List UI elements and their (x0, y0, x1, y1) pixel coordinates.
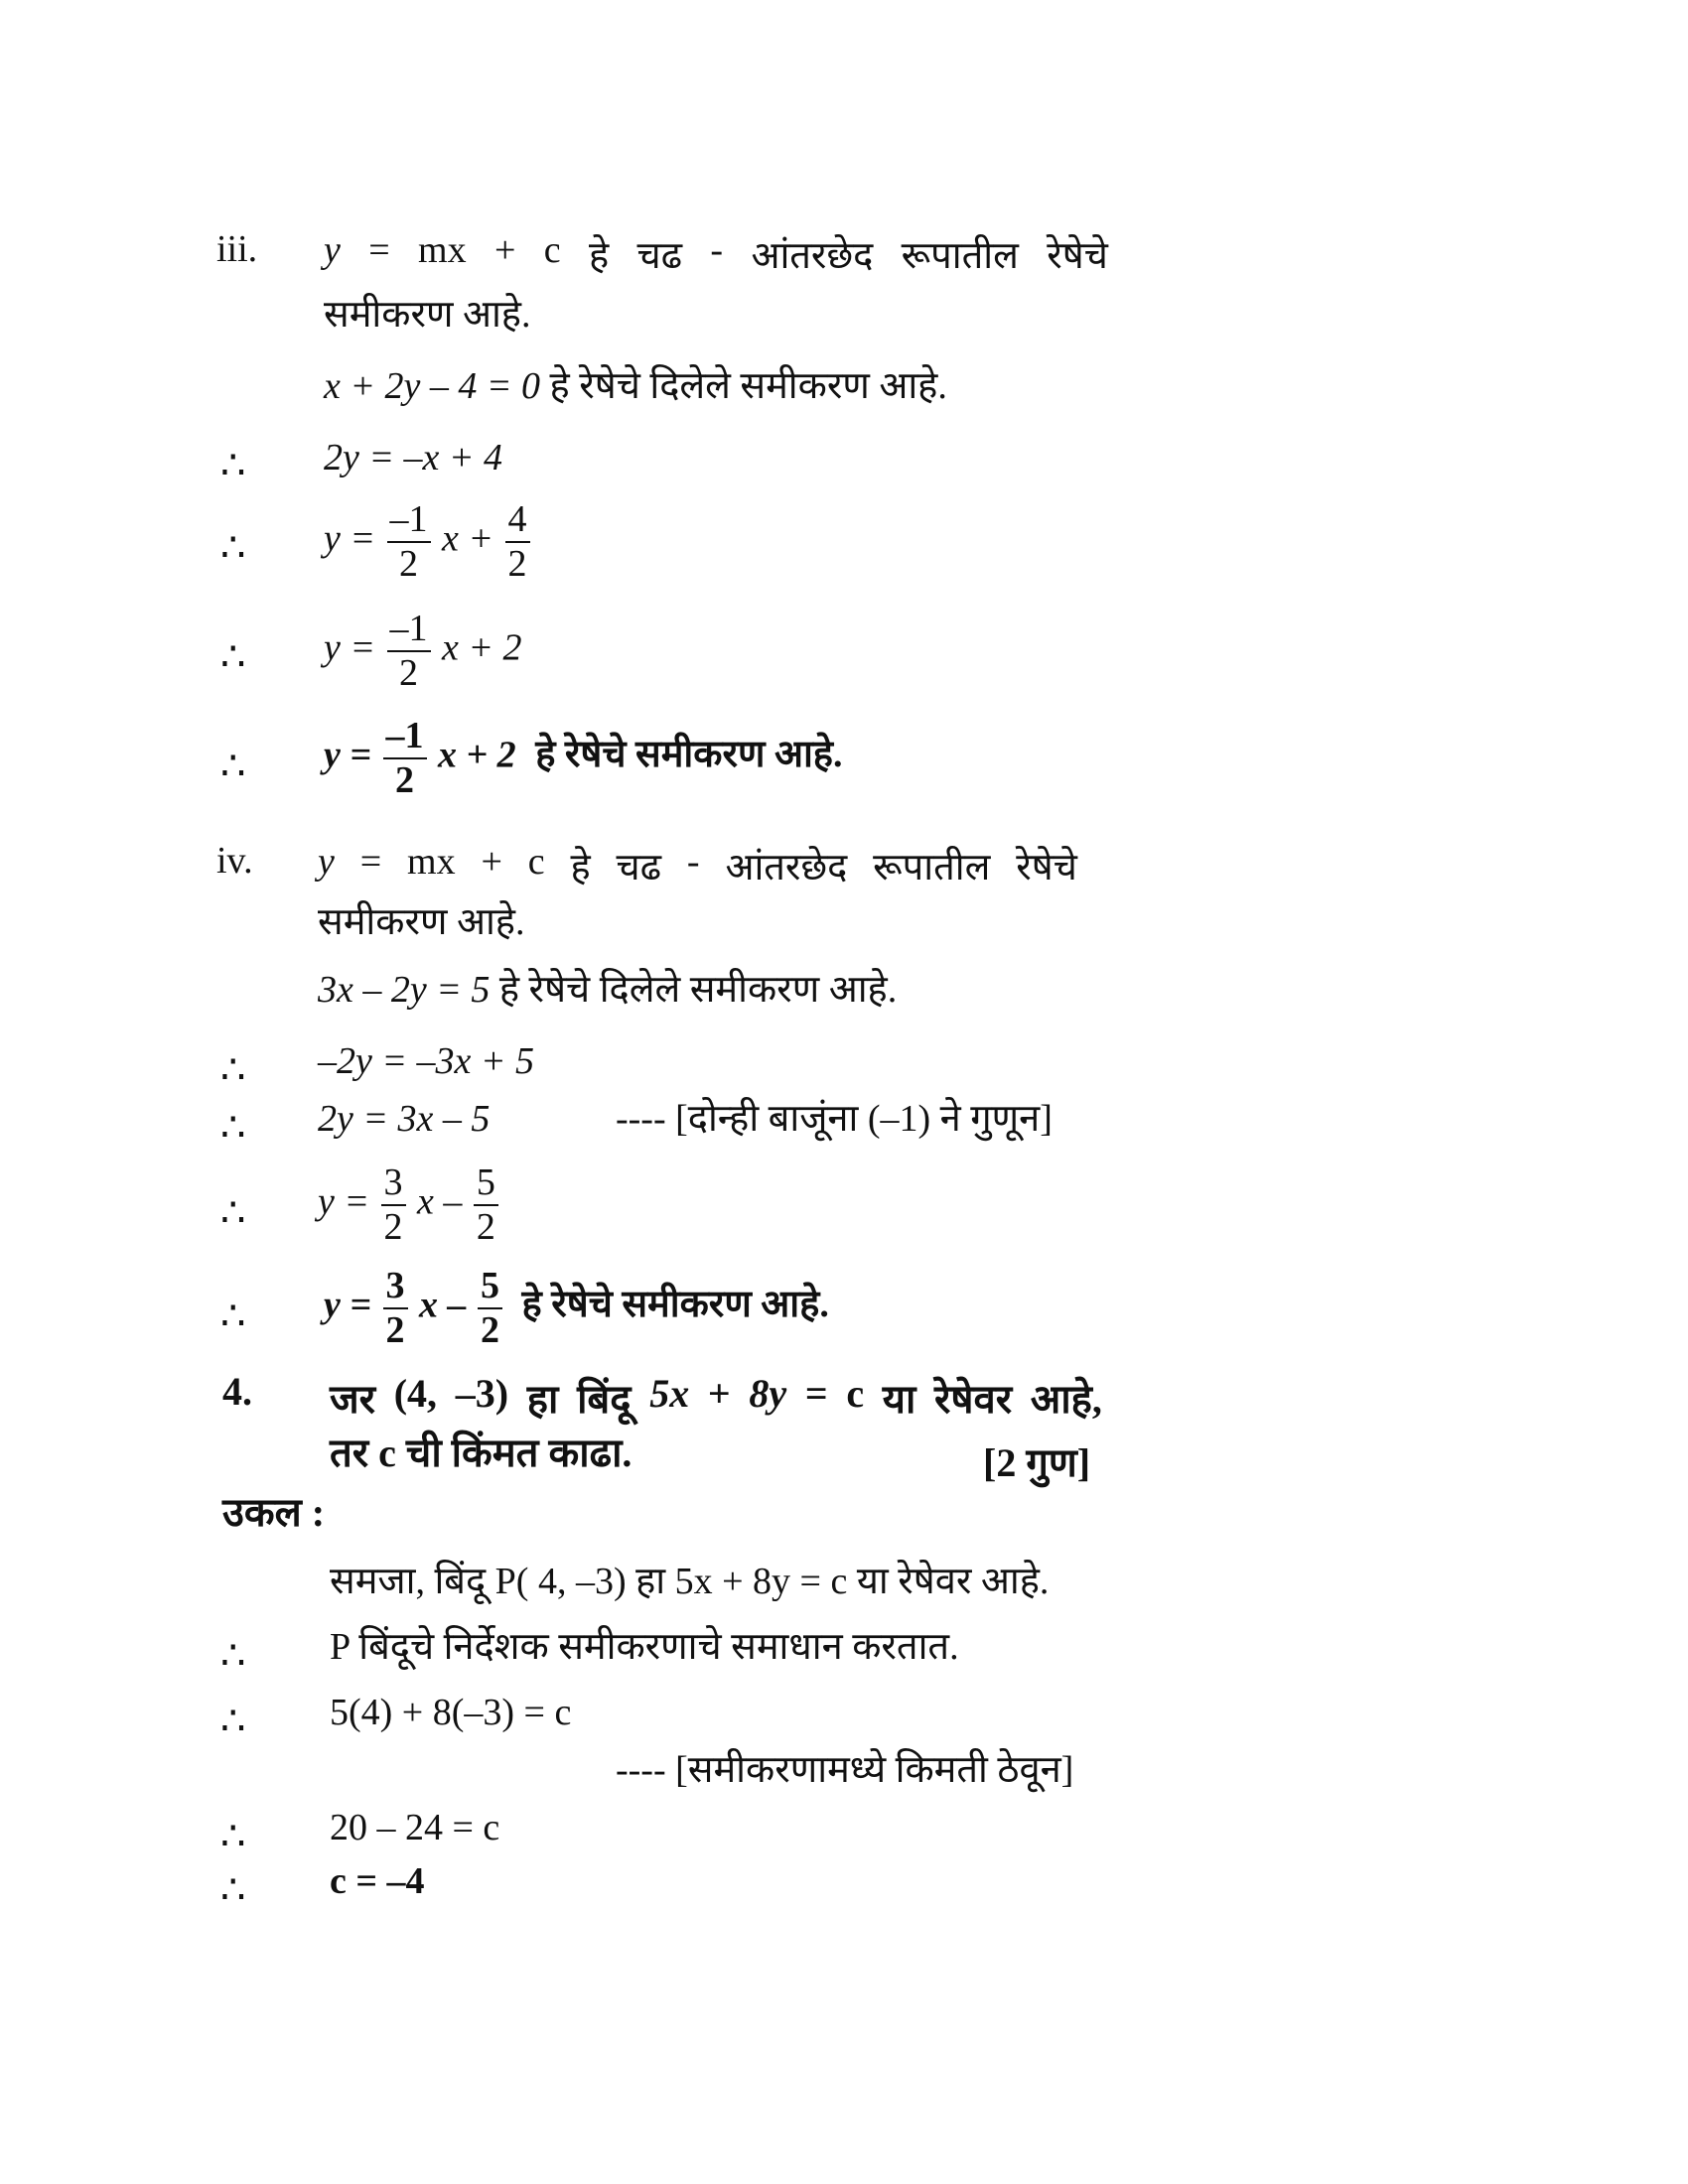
denominator: 2 (481, 1308, 500, 1351)
question-word: –3) (455, 1371, 509, 1416)
intro-word: - (686, 841, 700, 883)
lhs: y = (324, 517, 376, 560)
numerator: –1 (387, 498, 431, 543)
given-text: हे रेषेचे दिलेले समीकरण आहे. (549, 365, 947, 407)
given-equation: x + 2y – 4 = 0 (324, 365, 541, 407)
question-word: रेषेवर (934, 1377, 1013, 1422)
given-equation: 3x – 2y = 5 (318, 969, 491, 1011)
denominator: 2 (385, 1308, 405, 1351)
part-iii-step1: 2y = –x + 4 (324, 437, 503, 478)
intro-word: y (318, 841, 335, 883)
solution-line3: 5(4) + 8(–3) = c (330, 1692, 572, 1733)
solution-line3-note: ---- [समीकरणामध्ये किमती ठेवून] (616, 1749, 1074, 1791)
question-line2: तर c ची किंमत काढा. (330, 1431, 633, 1475)
question-word: = (804, 1371, 828, 1416)
intro-word: = (368, 229, 390, 271)
intro-word: रेषेचे (1047, 235, 1108, 277)
part-iii-intro (324, 228, 1108, 280)
part-iii-step2 (324, 498, 532, 585)
question-word: या (882, 1377, 916, 1422)
intro-word: - (710, 229, 724, 271)
lhs: y = (324, 626, 376, 669)
question-line1 (330, 1370, 1102, 1425)
given-text: हे रेषेचे दिलेले समीकरण आहे. (498, 969, 898, 1011)
therefore-symbol: ∴ (220, 744, 246, 788)
intro-word: रूपातील (901, 235, 1019, 277)
therefore-symbol: ∴ (220, 1294, 246, 1338)
lhs: y = (324, 1284, 372, 1326)
fraction (387, 608, 431, 694)
intro-word: आंतरछेद (725, 847, 848, 888)
fraction (383, 1265, 408, 1351)
result-text: हे रेषेचे समीकरण आहे. (521, 1284, 829, 1326)
middle-term: x + (442, 517, 494, 560)
fraction (383, 715, 427, 801)
fraction (474, 1161, 498, 1248)
solution-line4: 20 – 24 = c (330, 1807, 500, 1848)
therefore-symbol: ∴ (220, 1699, 246, 1743)
part-iii-given (324, 367, 947, 405)
question-word: c (846, 1371, 865, 1416)
numerator: 5 (474, 1161, 498, 1206)
question-word: 8y (749, 1371, 787, 1416)
rest-term: x + 2 (442, 626, 522, 669)
intro-word: y (324, 229, 341, 271)
therefore-symbol: ∴ (220, 443, 246, 487)
question-word: हा (526, 1377, 559, 1422)
part-iii-result (324, 715, 842, 801)
fraction (478, 1265, 502, 1351)
part-iii-intro-cont: समीकरण आहे. (324, 294, 531, 336)
part-iii-step3 (324, 608, 522, 694)
intro-word: चढ (616, 847, 662, 888)
therefore-symbol: ∴ (220, 1105, 246, 1150)
rest-term: x + 2 (438, 734, 516, 776)
intro-word: c (527, 841, 545, 883)
denominator: 2 (399, 542, 419, 585)
numerator: 5 (478, 1265, 502, 1309)
intro-word: आंतरछेद (751, 235, 874, 277)
question-marks: [2 गुण] (983, 1440, 1091, 1485)
solution-line1: समजा, बिंदू P( 4, –3) हा 5x + 8y = c या रेषेवर आहे. (330, 1561, 1050, 1602)
question-word: बिंदू (577, 1377, 632, 1422)
fraction (387, 498, 431, 585)
denominator: 2 (399, 651, 419, 694)
intro-word: + (493, 229, 516, 271)
numerator: –1 (383, 715, 427, 759)
lhs: y = (324, 734, 372, 776)
intro-word: = (359, 841, 382, 883)
intro-word: रूपातील (873, 847, 991, 888)
denominator: 2 (507, 542, 527, 585)
part-iv-step1: –2y = –3x + 5 (318, 1040, 535, 1082)
intro-word: + (481, 841, 502, 883)
part-iv-result (324, 1265, 829, 1351)
therefore-symbol: ∴ (220, 1814, 246, 1858)
part-iv-intro (318, 840, 1077, 891)
part-iv-given (318, 971, 897, 1009)
part-iv-intro-cont: समीकरण आहे. (318, 901, 525, 943)
denominator: 2 (383, 1205, 403, 1248)
question-word: (4, (393, 1371, 438, 1416)
solution-line2: P बिंदूचे निर्देशक समीकरणाचे समाधान करतात. (330, 1626, 959, 1668)
part-iv-step2: 2y = 3x – 5 (318, 1098, 491, 1140)
intro-word: mx (418, 229, 467, 271)
result-text: हे रेषेचे समीकरण आहे. (535, 734, 843, 776)
intro-word: हे (570, 847, 591, 888)
lhs: y = (318, 1180, 370, 1223)
middle-term: x – (419, 1284, 467, 1326)
fraction (505, 498, 530, 585)
part-iii-label: iii. (216, 228, 258, 270)
numerator: 3 (381, 1161, 406, 1206)
part-iv-step3 (318, 1161, 500, 1248)
question-number: 4. (222, 1369, 252, 1414)
intro-word: mx (407, 841, 456, 883)
numerator: –1 (387, 608, 431, 652)
solution-heading: उकल : (222, 1490, 326, 1535)
middle-term: x – (417, 1180, 463, 1223)
denominator: 2 (395, 758, 415, 801)
therefore-symbol: ∴ (220, 1190, 246, 1235)
fraction (381, 1161, 406, 1248)
part-iv-step2-note: ---- [दोन्ही बाजूंना (–1) ने गुणून] (616, 1098, 1053, 1140)
solution-line5: c = –4 (330, 1860, 425, 1902)
therefore-symbol: ∴ (220, 525, 246, 570)
intro-word: हे (588, 235, 610, 277)
question-word: + (707, 1371, 731, 1416)
denominator: 2 (476, 1205, 495, 1248)
therefore-symbol: ∴ (220, 1047, 246, 1092)
intro-word: चढ (636, 235, 683, 277)
intro-word: c (543, 229, 561, 271)
therefore-symbol: ∴ (220, 1633, 246, 1678)
intro-word: रेषेचे (1016, 847, 1077, 888)
question-word: आहे, (1030, 1377, 1102, 1422)
part-iv-label: iv. (216, 840, 253, 882)
numerator: 3 (383, 1265, 408, 1309)
question-word: जर (330, 1377, 376, 1422)
question-word: 5x (649, 1371, 690, 1416)
therefore-symbol: ∴ (220, 1867, 246, 1912)
numerator: 4 (505, 498, 530, 543)
therefore-symbol: ∴ (220, 634, 246, 679)
